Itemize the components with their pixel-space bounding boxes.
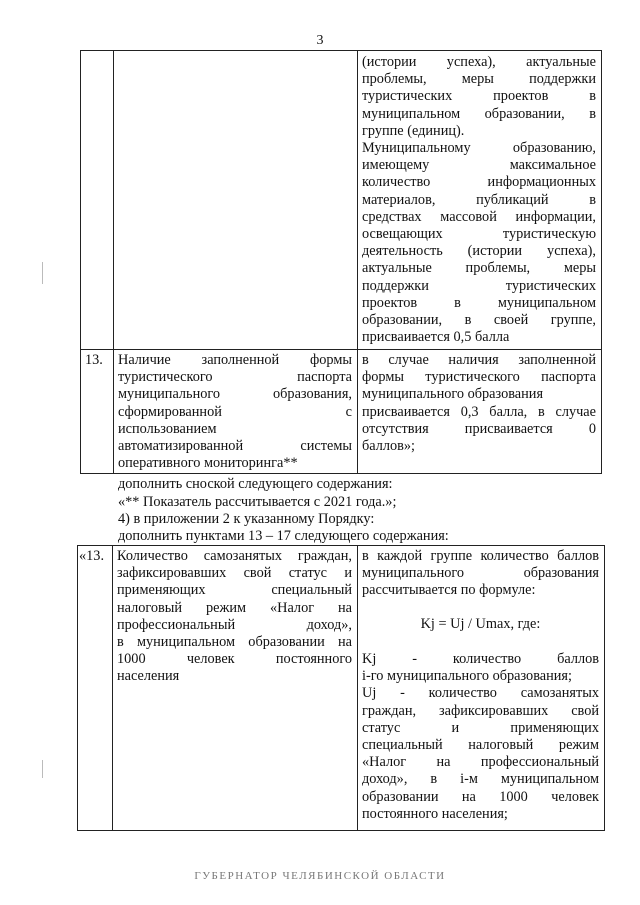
- cell-line: 1000 человек постоянного: [117, 651, 352, 668]
- cell-line: присваивается 0,3 балла, в случае: [362, 403, 596, 420]
- table-cell-scoring: [362, 352, 596, 455]
- cell-line: количество информационных: [362, 174, 596, 191]
- cell-line: профессиональный доход»,: [117, 616, 352, 633]
- scan-mark: [42, 760, 43, 778]
- cell-line: поддержки туристических: [362, 277, 596, 294]
- cell-line: Uj - количество самозанятых: [362, 685, 599, 702]
- cell-line: специальный налоговый режим: [362, 737, 599, 754]
- cell-line: в каждой группе количество баллов: [362, 548, 599, 564]
- cell-line: баллов»;: [362, 438, 416, 455]
- cell-line: формы туристического паспорта: [362, 369, 596, 386]
- cell-line: доход», в i-м муниципальном: [362, 771, 599, 788]
- cell-line: граждан, зафиксировавших свой: [362, 702, 599, 719]
- body-paragraph: дополнить пунктами 13 – 17 следующего содержания:: [118, 528, 449, 544]
- cell-line: (истории успеха), актуальные: [362, 54, 596, 70]
- formula-definitions: [362, 651, 599, 823]
- page-footer: ГУБЕРНАТОР ЧЕЛЯБИНСКОЙ ОБЛАСТИ: [194, 870, 446, 882]
- cell-line: в случае наличия заполненной: [362, 352, 596, 368]
- cell-line: образовании, в своей группе,: [362, 312, 596, 329]
- cell-line: в муниципальном образовании на: [117, 634, 352, 651]
- cell-line: отсутствия присваивается 0: [362, 420, 596, 437]
- cell-line: образовании на 1000 человек: [362, 788, 599, 805]
- cell-line: муниципального образования,: [118, 386, 352, 403]
- cell-line: Kj - количество баллов: [362, 651, 599, 667]
- cell-line: муниципальном образовании, в: [362, 105, 596, 122]
- table-cell-scoring: [362, 548, 599, 600]
- cell-line: автоматизированной системы: [118, 438, 352, 455]
- cell-line: использованием: [118, 420, 217, 437]
- cell-line: оперативного мониторинга**: [118, 455, 298, 472]
- cell-line: рассчитывается по формуле:: [362, 582, 536, 599]
- cell-line: присваивается 0,5 балла: [362, 329, 510, 346]
- cell-line: i-го муниципального образования;: [362, 668, 572, 685]
- body-paragraph: дополнить сноской следующего содержания:: [118, 476, 393, 492]
- cell-line: проектов в муниципальном: [362, 294, 596, 311]
- cell-line: зафиксировавших свой статус и: [117, 565, 352, 582]
- cell-line: проблемы, меры поддержки: [362, 71, 596, 88]
- cell-line: группе (единиц).: [362, 122, 465, 139]
- cell-line: сформированной с: [118, 403, 352, 420]
- table-cell-indicator: [118, 352, 352, 472]
- scan-mark: [42, 262, 43, 284]
- cell-line: муниципального образования: [362, 386, 544, 403]
- cell-line: Муниципальному образованию,: [362, 140, 596, 157]
- cell-line: имеющему максимальное: [362, 157, 596, 174]
- cell-line: Количество самозанятых граждан,: [117, 548, 352, 564]
- row-number: «13.: [79, 548, 105, 564]
- cell-line: применяющих специальный: [117, 582, 352, 599]
- table-cell-scoring: [362, 54, 596, 346]
- formula: Kj = Uj / Umax, где:: [420, 616, 541, 632]
- body-paragraph: 4) в приложении 2 к указанному Порядку:: [118, 511, 375, 527]
- cell-line: Наличие заполненной формы: [118, 352, 352, 368]
- cell-line: туристических проектов в: [362, 88, 596, 105]
- body-paragraph: «** Показатель рассчитывается с 2021 года.»;: [118, 494, 397, 510]
- cell-line: налоговый режим «Налог на: [117, 599, 352, 616]
- cell-line: деятельность (истории успеха),: [362, 243, 596, 260]
- cell-line: средствах массовой информации,: [362, 208, 596, 225]
- cell-line: актуальные проблемы, меры: [362, 260, 596, 277]
- row-number: 13.: [85, 352, 103, 368]
- cell-line: статус и применяющих: [362, 719, 599, 736]
- cell-line: муниципального образования: [362, 565, 599, 582]
- cell-line: населения: [117, 668, 180, 685]
- page-number: 3: [316, 33, 324, 48]
- cell-line: «Налог на профессиональный: [362, 754, 599, 771]
- cell-line: материалов, публикаций в: [362, 191, 596, 208]
- table-cell-indicator: [117, 548, 352, 686]
- cell-line: освещающих туристическую: [362, 226, 596, 243]
- cell-line: туристического паспорта: [118, 369, 352, 386]
- cell-line: постоянного населения;: [362, 805, 508, 822]
